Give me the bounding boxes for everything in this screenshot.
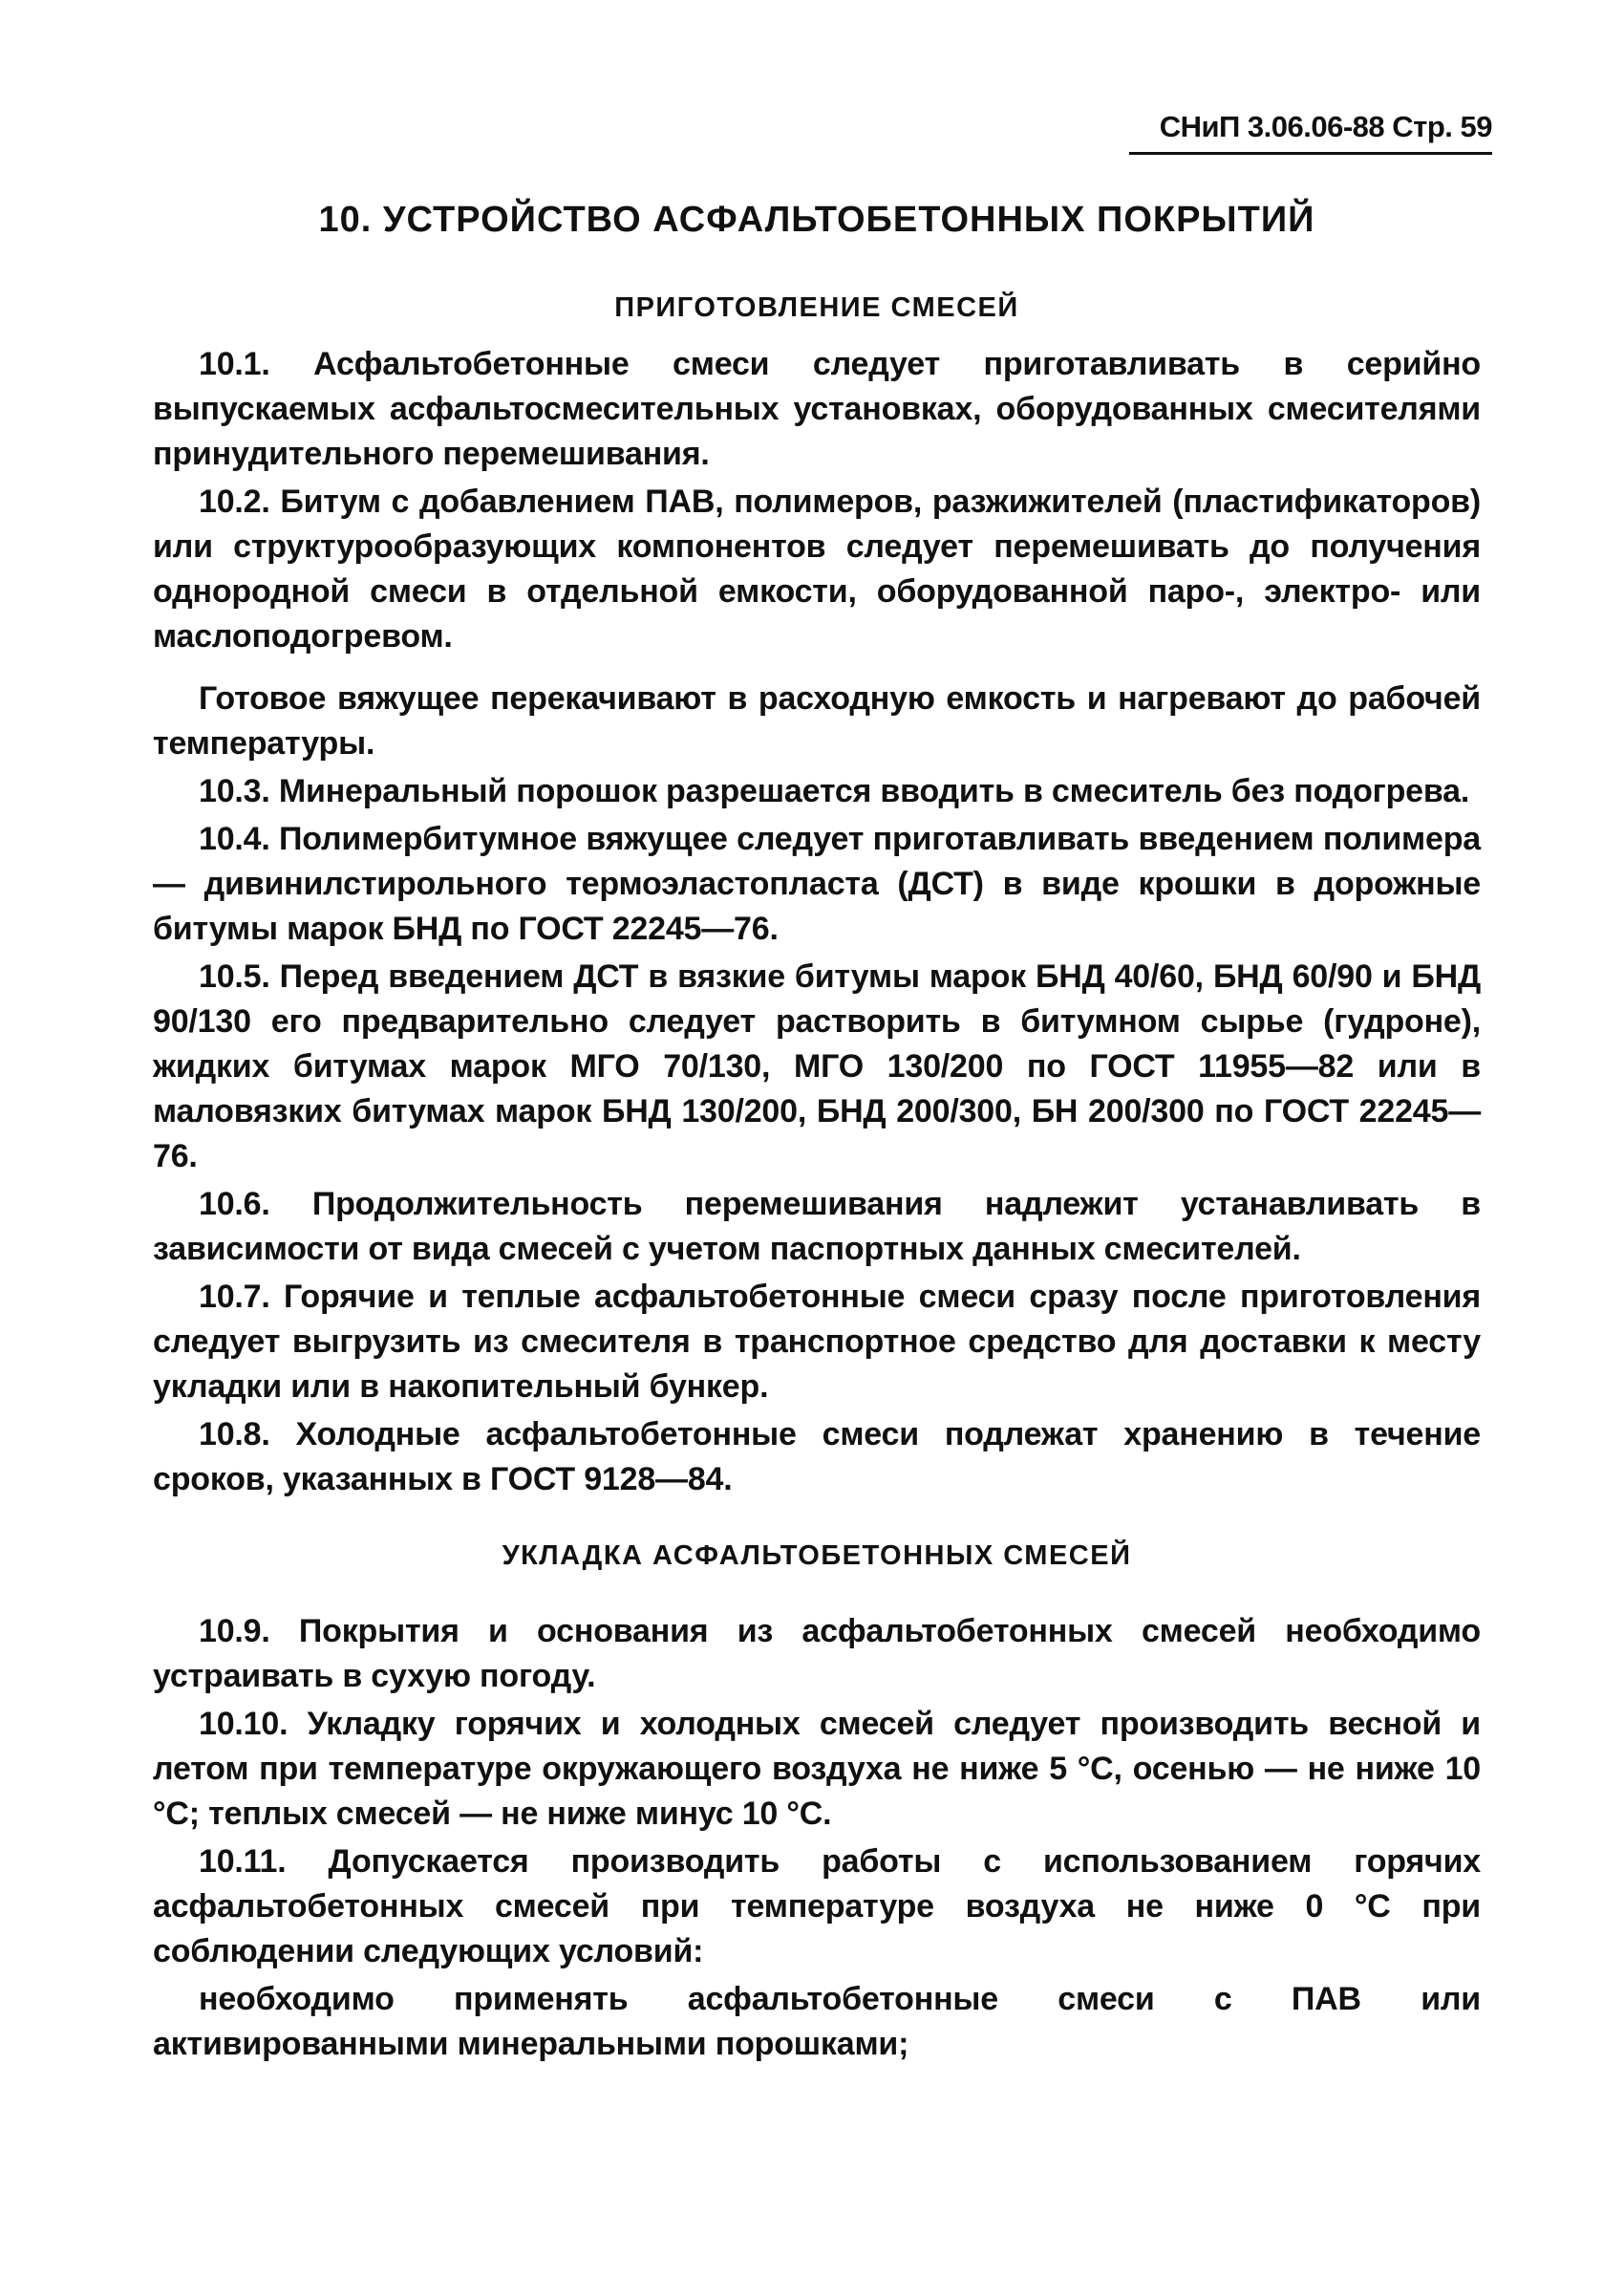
paragraph-10-10: 10.10. Укладку горячих и холодных смесей следует производить весной и летом при температуре окружающего воздуха не ниже 5 °С, осенью — не ниже 10 °С; теплых смесей — не ниже минус 10 °С. bbox=[153, 1706, 1481, 1832]
section-title-laying: УКЛАДКА АСФАЛЬТОБЕТОННЫХ СМЕСЕЙ bbox=[502, 1540, 1132, 1571]
paragraph-10-3: 10.3. Минеральный порошок разрешается вводить в смеситель без подогрева. bbox=[199, 773, 1470, 809]
page-header: СНиП 3.06.06-88 Стр. 59 bbox=[1129, 110, 1492, 155]
chapter-title: 10. УСТРОЙСТВО АСФАЛЬТОБЕТОННЫХ ПОКРЫТИЙ bbox=[318, 200, 1315, 240]
paragraph-10-7: 10.7. Горячие и теплые асфальтобетонные смеси сразу после приготовления следует выгрузить из смесителя в транспортное средство для доставки к месту укладки или в накопительный бункер. bbox=[153, 1279, 1481, 1405]
paragraph-10-6: 10.6. Продолжительность перемешивания надлежит устанавливать в зависимости от вида смесей с учетом паспортных данных смесителей. bbox=[153, 1186, 1481, 1267]
paragraph-10-4: 10.4. Полимербитумное вяжущее следует приготавливать введением полимера — дивинилстирольного термоэластопласта (ДСТ) в виде крошки в дорожные битумы марок БНД по ГОСТ 22245—76. bbox=[153, 821, 1481, 947]
paragraph-10-2: 10.2. Битум с добавлением ПАВ, полимеров, разжижителей (пластификаторов) или структурообразующих компонентов следует перемешивать до получения однородной смеси в отдельной емкости, оборудованной паро-, электро- или маслоподогревом. bbox=[153, 484, 1481, 655]
document-body bbox=[153, 196, 1481, 2070]
paragraph-10-1: 10.1. Асфальтобетонные смеси следует приготавливать в серийно выпускаемых асфальтосмесительных установках, оборудованных смесителями принудительного перемешивания. bbox=[153, 346, 1481, 472]
paragraph-condition-surfactant: необходимо применять асфальтобетонные смеси с ПАВ или активированными минеральными порошками; bbox=[153, 1981, 1481, 2062]
paragraph-ready-binder: Готовое вяжущее перекачивают в расходную емкость и нагревают до рабочей температуры. bbox=[153, 680, 1481, 762]
paragraph-10-9: 10.9. Покрытия и основания из асфальтобетонных смесей необходимо устраивать в сухую погоду. bbox=[153, 1613, 1481, 1694]
paragraph-10-11: 10.11. Допускается производить работы с использованием горячих асфальтобетонных смесей при температуре воздуха не ниже 0 °С при соблюдении следующих условий: bbox=[153, 1843, 1481, 1969]
paragraph-10-8: 10.8. Холодные асфальтобетонные смеси подлежат хранению в течение сроков, указанных в ГОСТ 9128—84. bbox=[153, 1416, 1481, 1497]
section-title-preparation: ПРИГОТОВЛЕНИЕ СМЕСЕЙ bbox=[614, 292, 1019, 323]
paragraph-10-5: 10.5. Перед введением ДСТ в вязкие битумы марок БНД 40/60, БНД 60/90 и БНД 90/130 его предварительно следует растворить в битумном сырье (гудроне), жидких битумах марок МГО 70/130, МГО 130/200 по ГОСТ 11955—82 или в маловязких битумах марок БНД 130/200, БНД 200/300, БН 200/300 по ГОСТ 22245—76. bbox=[153, 958, 1481, 1174]
